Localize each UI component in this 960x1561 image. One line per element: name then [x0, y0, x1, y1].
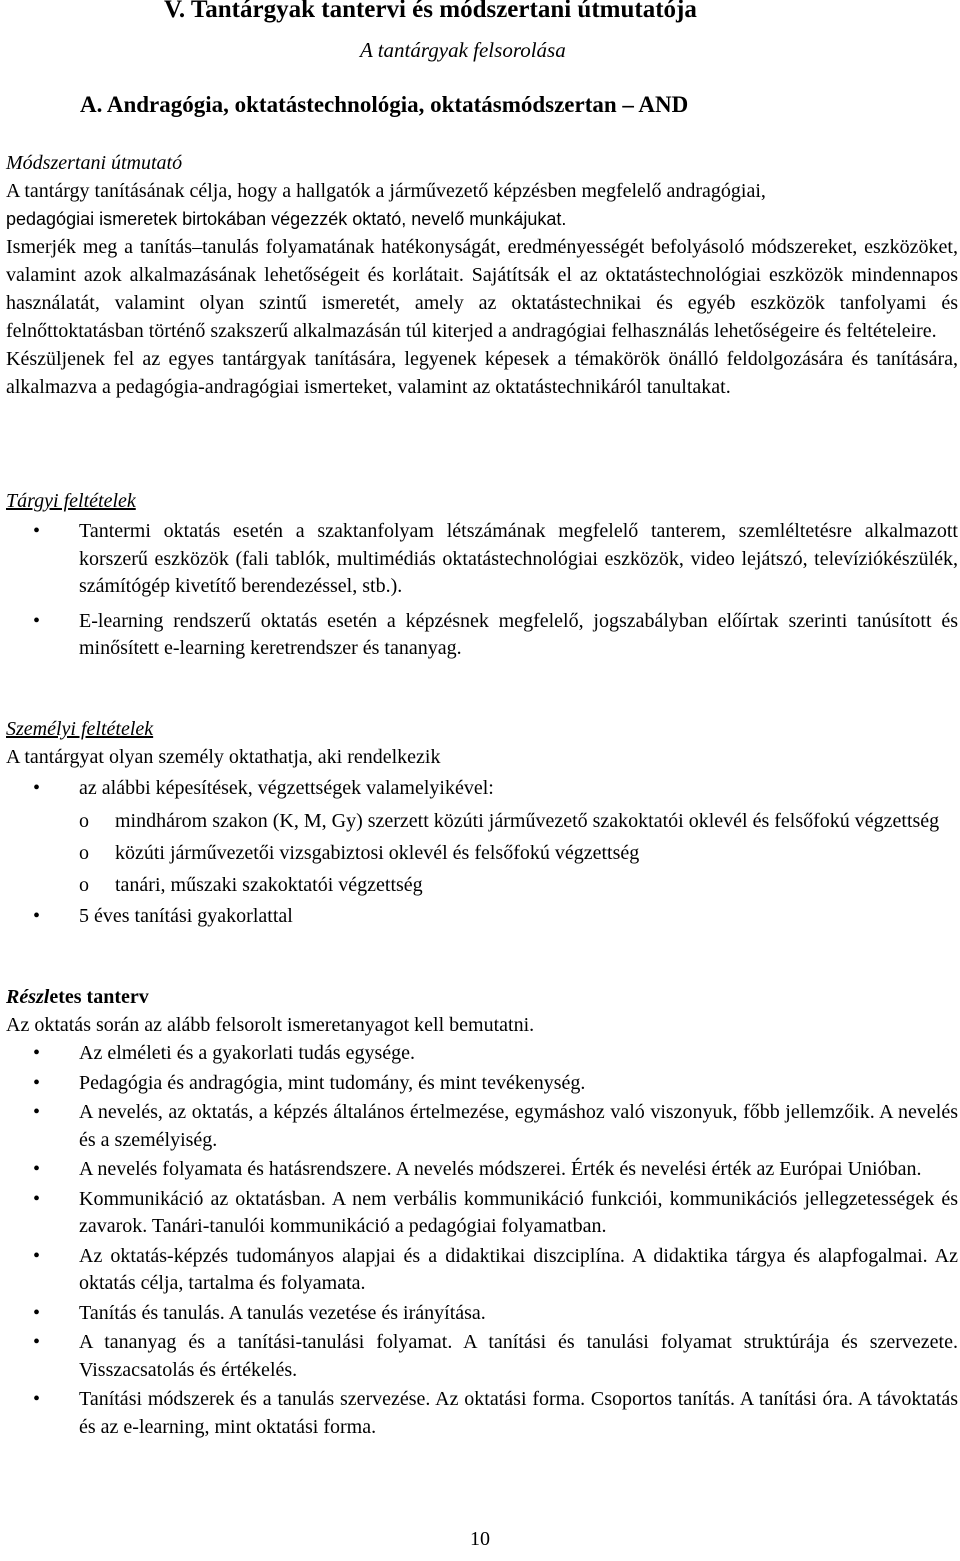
bullet-icon: • [33, 1158, 41, 1180]
curriculum-item-6: Az oktatás-képzés tudományos alapjai és a didaktikai diszciplína. A didaktika tárgya és alapfogalmai. Az oktatás célja, tartalma és folyamata. [79, 1244, 958, 1294]
personal-conditions-intro: A tantárgyat olyan személy oktathatja, aki rendelkezik [6, 746, 441, 768]
material-conditions-item-2: E-learning rendszerű oktatás esetén a képzésnek megfelelő, jogszabályban előírtak szerinti tanúsított és minősített e-learning keretrendszer és tananyag. [79, 609, 958, 659]
personal-conditions-list-2 [6, 903, 958, 931]
bullet-icon: • [33, 1071, 41, 1094]
curriculum-item-2: Pedagógia és andragógia, mint tudomány, és mint tevékenység. [79, 1071, 586, 1094]
method-guide-section [6, 149, 958, 401]
chapter-title: V. Tantárgyak tantervi és módszertani útmutatója [164, 0, 697, 23]
list-item [6, 1186, 958, 1241]
bullet-icon: • [33, 777, 41, 799]
circle-bullet-icon: o [79, 873, 89, 896]
bullet-icon: • [33, 1388, 41, 1410]
list-item [6, 1386, 958, 1441]
personal-conditions-list [6, 775, 958, 803]
bullet-icon: • [33, 1187, 41, 1210]
curriculum-list [6, 1040, 958, 1441]
detailed-curriculum-section [6, 983, 958, 1441]
curriculum-item-5: Kommunikáció az oktatásban. A nem verbális kommunikáció funkciói, kommunikációs jellegzetességek és zavarok. Tanári-tanulói kommunikáció a pedagógiai folyamatban. [79, 1187, 958, 1237]
material-conditions-list [6, 518, 958, 663]
list-item [6, 1040, 958, 1068]
curriculum-item-9: Tanítási módszerek és a tanulás szervezése. Az oktatási forma. Csoportos tanítás. A tanítási óra. A távoktatás és az e-learning, mint oktatási forma. [79, 1388, 958, 1438]
method-guide-paragraph-4: Készüljenek fel az egyes tantárgyak tanítására, legyenek képesek a témakörök önálló feldolgozására és tanítására, alkalmazva a pedagógia-andragógiai ismerteket, valamint az oktatástechnikáról tanultakat. [6, 348, 958, 398]
page-number: 10 [470, 1528, 490, 1550]
qualification-sublist [6, 807, 958, 899]
bullet-icon: • [33, 1244, 41, 1267]
list-item [6, 807, 958, 835]
list-item [6, 839, 958, 867]
list-item [6, 518, 958, 601]
material-conditions-heading: Tárgyi feltételek [6, 490, 136, 512]
detailed-curriculum-heading-rest: etes tanterv [49, 986, 149, 1008]
subject-title: A. Andragógia, oktatástechnológia, oktatásmódszertan – AND [80, 92, 689, 117]
method-guide-paragraph-1-line-1: A tantárgy tanításának célja, hogy a hallgatók a járművezető képzésben megfelelő andragógiai, [6, 180, 766, 202]
curriculum-item-8: A tananyag és a tanítási-tanulási folyamat. A tanítási és tanulási folyamat struktúrája és szervezete. Visszacsatolás és értékelés. [79, 1331, 958, 1381]
method-guide-paragraph-1-line-2: pedagógiai ismeretek birtokában végezzék oktató, nevelő munkájukat. [6, 209, 567, 229]
circle-bullet-icon: o [79, 841, 89, 864]
qualification-1: mindhárom szakon (K, M, Gy) szerzett közúti járművezető szakoktatói oklevél és felsőfokú végzettség [115, 809, 940, 832]
curriculum-item-1: Az elméleti és a gyakorlati tudás egysége. [79, 1042, 415, 1064]
method-guide-heading: Módszertani útmutató [6, 152, 183, 174]
bullet-icon: • [33, 1042, 41, 1064]
list-item [6, 775, 958, 803]
material-conditions-item-1: Tantermi oktatás esetén a szaktanfolyam létszámának megfelelő tanterem, szemléltetésre alkalmazott korszerű eszközök (fali tablók, multimédiás oktatástechnológiai eszközök, video lejátszó, televíziókészülék, számítógép kivetítő berendezéssel, stb.). [79, 520, 958, 597]
detailed-curriculum-heading [6, 983, 958, 1011]
bullet-icon: • [33, 904, 41, 927]
material-conditions-section [6, 487, 958, 663]
bullet-icon: • [33, 1301, 41, 1324]
subtitle: A tantárgyak felsorolása [360, 38, 566, 62]
detailed-curriculum-heading-italic: Részl [6, 986, 50, 1008]
method-guide-paragraph-2-text: Ismerjék meg a tanítás–tanulás folyamatának hatékonyságát, eredményességét befolyásoló módszereket, eszközöket, valamint azok alkalmazásának lehetőségeit és korlátait. [6, 236, 958, 286]
list-item [6, 1329, 958, 1384]
list-item [6, 1300, 958, 1328]
detailed-curriculum-intro: Az oktatás során az alább felsorolt ismeretanyagot kell bemutatni. [6, 1014, 535, 1036]
curriculum-item-7: Tanítás és tanulás. A tanulás vezetése és irányítása. [79, 1301, 486, 1324]
curriculum-item-3: A nevelés, az oktatás, a képzés általános értelmezése, egymáshoz való viszonyuk, főbb jellemzőik. A nevelés és a személyiség. [79, 1101, 958, 1151]
list-item [6, 903, 958, 931]
list-item [6, 1243, 958, 1298]
personal-conditions-item-1: az alábbi képesítések, végzettségek valamelyikével: [79, 777, 494, 799]
list-item [6, 608, 958, 663]
list-item [6, 1070, 958, 1098]
list-item [6, 1099, 958, 1154]
list-item [6, 1156, 958, 1184]
bullet-icon: • [33, 520, 41, 542]
personal-conditions-section [6, 715, 958, 930]
bullet-icon: • [33, 609, 41, 632]
method-guide-paragraph-3-text: Sajátítsák el az oktatástechnológiai eszközök mindennapos használatát, valamint olyan szintű ismeretét, amely az oktatástechnikai és egyéb eszközök tanfolyami és felnőttoktatásban történő szakszerű alkalmazásán túl kiterjed a andragógiai felhasználás lehetőségeire és feltételeire. [6, 264, 958, 342]
circle-bullet-icon: o [79, 809, 89, 832]
personal-conditions-heading: Személyi feltételek [6, 718, 154, 740]
method-guide-paragraph-1 [6, 177, 958, 205]
bullet-icon: • [33, 1101, 41, 1123]
qualification-3: tanári, műszaki szakoktatói végzettség [115, 873, 423, 896]
qualification-2: közúti járművezetői vizsgabiztosi oklevél és felsőfokú végzettség [115, 841, 640, 864]
personal-conditions-item-2: 5 éves tanítási gyakorlattal [79, 904, 293, 927]
curriculum-item-4: A nevelés folyamata és hatásrendszere. A nevelés módszerei. Érték és nevelési érték az Európai Unióban. [79, 1158, 922, 1180]
list-item [6, 871, 958, 899]
method-guide-paragraph-2 [6, 233, 958, 345]
bullet-icon: • [33, 1331, 41, 1353]
